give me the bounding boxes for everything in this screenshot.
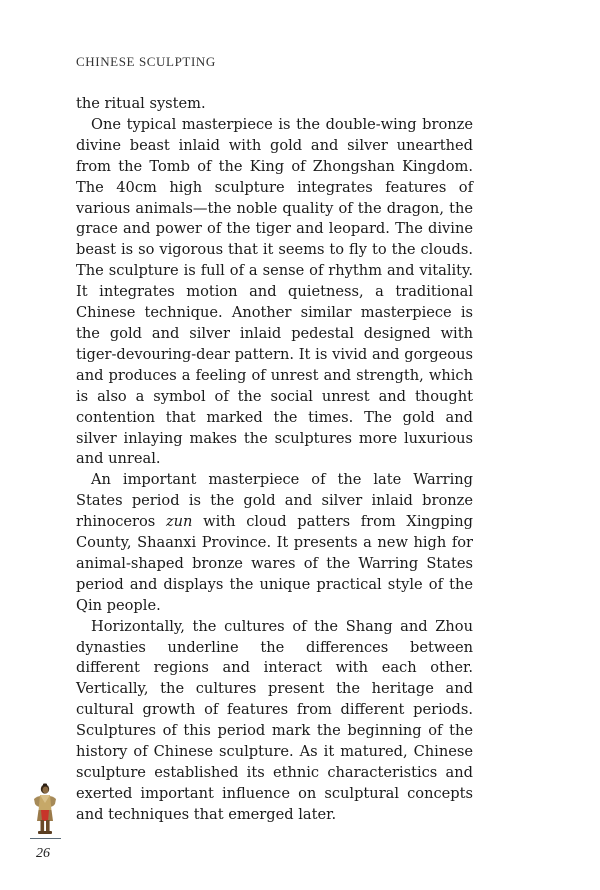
body-text [76, 94, 473, 826]
emphasis-term: zun [165, 513, 193, 531]
paragraph-cultures: Horizontally, the cultures of the Shang and Zhou dynasties underline the differences between different regions and interact with each other. Vertically, the cultures present the heritage and cultural growth of features from different periods. Sculptures of this period mark the beginning of the history of Chinese sculpture. As it matured, Chinese sculpture established its ethnic characteristics and exerted important influence on sculptural concepts and techniques that emerged later. [76, 617, 473, 823]
paragraph-divine-beast: One typical masterpiece is the double-wing bronze divine beast inlaid with gold and silver unearthed from the Tomb of the King of Zhongshan Kingdom. The 40cm high sculpture integrates features of various animals—the noble quality of the dragon, the grace and power of the tiger and leopard. The divine beast is so vigorous that it seems to fly to the clouds. The sculpture is full of a sense of rhythm and vitality. It integrates motion and quietness, a traditional Chinese technique. Another similar masterpiece is the gold and silver inlaid pedestal designed with tiger-devouring-dear pattern. It is vivid and gorgeous and produces a feeling of unrest and strength, which is also a symbol of the social unrest and thought contention that marked the times. The gold and silver inlaying makes the sculptures more luxurious and unreal. [76, 115, 473, 468]
paragraph-rhinoceros-zun [76, 470, 473, 616]
running-head: CHINESE SCULPTING [76, 54, 216, 69]
paragraph-continuation: the ritual system. [76, 95, 206, 112]
page-number: 26 [36, 846, 50, 861]
terracotta-figure-icon [29, 783, 63, 837]
paragraph-text: with cloud patters from Xingping County, Shaanxi Province. It presents a new high for animal-shaped bronze wares of the Warring States period and displays the unique practical style of the Qin people. [76, 513, 473, 614]
footer-rule [30, 838, 61, 839]
paragraph-text: An important masterpiece of the late Warring States period is the gold and silver inlaid bronze rhinoceros [76, 471, 473, 531]
